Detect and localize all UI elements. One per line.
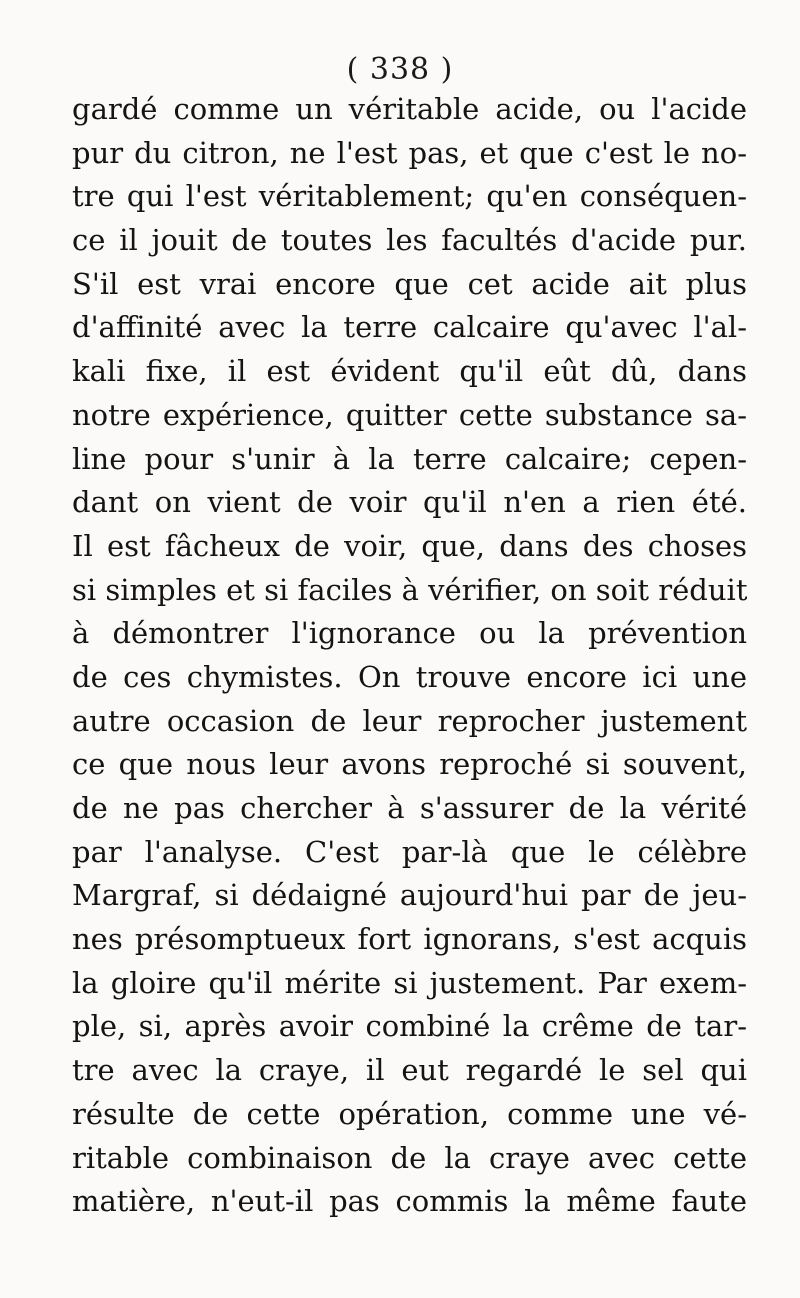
text-line: kali fixe, il est évident qu'il eût dû, dans xyxy=(72,354,747,389)
text-line: d'affinité avec la terre calcaire qu'avec l'al- xyxy=(72,310,747,345)
text-line: tre avec la craye, il eut regardé le sel qui xyxy=(72,1053,747,1088)
body-text xyxy=(72,88,747,1224)
text-line: si simples et si faciles à vérifier, on soit réduit xyxy=(72,572,747,607)
text-line: nes présomptueux fort ignorans, s'est acquis xyxy=(72,922,747,957)
text-line: dant on vient de voir qu'il n'en a rien été. xyxy=(72,485,747,520)
page-number: ( 338 ) xyxy=(346,52,454,87)
text-line: autre occasion de leur reprocher justement xyxy=(72,703,747,738)
text-line: Margraf, si dédaigné aujourd'hui par de jeu- xyxy=(72,878,747,913)
text-line: résulte de cette opération, comme une vé- xyxy=(72,1096,747,1131)
text-line: de ne pas chercher à s'assurer de la vérité xyxy=(72,791,747,825)
text-line: ple, si, après avoir combiné la crême de tar- xyxy=(72,1009,747,1044)
text-line: ritable combinaison de la craye avec cette xyxy=(72,1140,747,1175)
text-line: tre qui l'est véritablement; qu'en conséquen- xyxy=(72,179,747,214)
text-line: par l'analyse. C'est par-là que le célèbre xyxy=(72,834,747,869)
text-line: à démontrer l'ignorance ou la prévention xyxy=(72,616,747,651)
text-line: ce il jouit de toutes les facultés d'acide pur. xyxy=(72,223,747,258)
text-line: line pour s'unir à la terre calcaire; cepen- xyxy=(72,441,747,476)
text-line: S'il est vrai encore que cet acide ait plus xyxy=(72,266,747,301)
text-line: la gloire qu'il mérite si justement. Par exem- xyxy=(72,965,747,1000)
text-line: ce que nous leur avons reproché si souvent, xyxy=(72,747,747,782)
text-line: matière, n'eut-il pas commis la même faute xyxy=(72,1184,747,1219)
text-line: notre expérience, quitter cette substance sa- xyxy=(72,397,747,432)
text-line: Il est fâcheux de voir, que, dans des choses xyxy=(72,528,747,563)
text-line: pur du citron, ne l'est pas, et que c'est le no- xyxy=(72,135,747,170)
text-line: gardé comme un véritable acide, ou l'acide xyxy=(72,92,747,126)
text-line: de ces chymistes. On trouve encore ici une xyxy=(72,659,747,694)
